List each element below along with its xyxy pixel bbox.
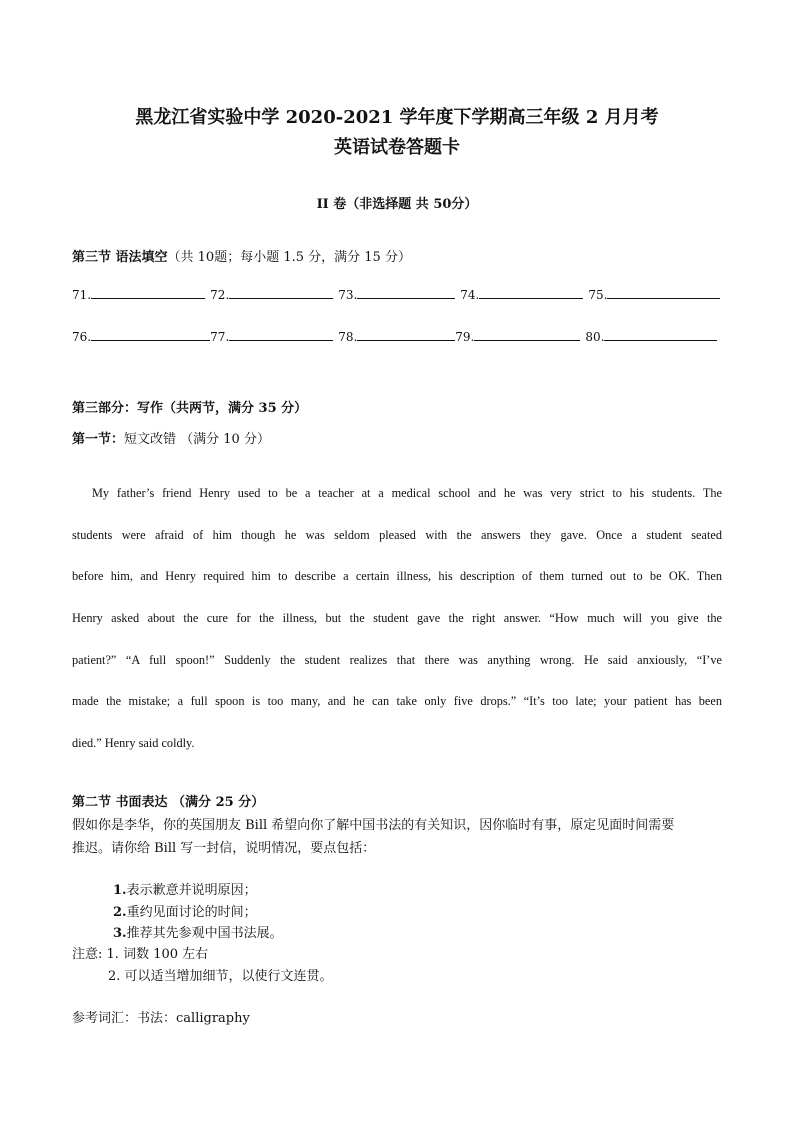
blank-71[interactable] xyxy=(72,288,205,302)
vocab-label: 参考词汇：书法： xyxy=(72,1011,177,1026)
blank-78[interactable] xyxy=(338,330,455,344)
requirement-point-2 xyxy=(113,901,257,920)
requirement-point-3 xyxy=(113,922,283,941)
notes-line-1 xyxy=(72,943,208,962)
note-item-1: 1. 词数 100 左右 xyxy=(106,947,209,962)
blank-74[interactable] xyxy=(460,288,583,302)
point-number: 2. xyxy=(113,905,127,920)
error-correction-passage xyxy=(72,483,722,775)
blank-80[interactable] xyxy=(585,330,717,344)
grammar-heading-title: 第三节 语法填空 xyxy=(72,250,168,265)
page-subtitle: 英语试卷答题卡 xyxy=(334,137,460,158)
blank-number: 75. xyxy=(588,288,608,302)
blank-77[interactable] xyxy=(210,330,333,344)
point-number: 1. xyxy=(113,883,127,898)
blank-75[interactable] xyxy=(588,288,720,302)
prompt-line-2: 推迟。请你给 Bill 写一封信，说明情况，要点包括： xyxy=(72,841,376,856)
blank-number: 78. xyxy=(338,330,358,344)
blank-73[interactable] xyxy=(338,288,455,302)
requirement-point-1 xyxy=(113,879,257,898)
writing-part-heading: 第三部分：写作（共两节，满分 35 分） xyxy=(72,401,308,416)
passage-line: made the mistake; a full spoon is too many, and he can take only five drops.” “It’s too late; your patient has been xyxy=(72,694,722,709)
blank-79[interactable] xyxy=(455,330,580,344)
notes-label: 注意: xyxy=(72,947,103,962)
blank-76[interactable] xyxy=(72,330,210,344)
error-correction-title: 第一节： xyxy=(72,432,125,447)
blank-row-1 xyxy=(72,288,720,302)
page-title: 黑龙江省实验中学 2020-2021 学年度下学期高三年级 2 月月考 xyxy=(135,107,659,128)
blank-number: 80. xyxy=(585,330,605,344)
point-number: 3. xyxy=(113,926,127,941)
error-correction-heading xyxy=(72,428,270,447)
error-correction-note: 短文改错 （满分 10 分） xyxy=(124,432,270,447)
passage-line: died.” Henry said coldly. xyxy=(72,736,195,751)
blank-number: 73. xyxy=(338,288,358,302)
passage-line: My father’s friend Henry used to be a teacher at a medical school and he was very strict to his students. The xyxy=(92,486,722,500)
blank-number: 74. xyxy=(460,288,480,302)
point-text: 重约见面讨论的时间； xyxy=(126,905,257,920)
point-text: 推荐其先参观中国书法展。 xyxy=(126,926,283,941)
written-expression-heading: 第二节 书面表达 （满分 25 分） xyxy=(72,795,265,810)
blank-number: 77. xyxy=(210,330,230,344)
blank-number: 76. xyxy=(72,330,92,344)
blank-number: 72. xyxy=(210,288,230,302)
note-item-2: 2. 可以适当增加细节，以使行文连贯。 xyxy=(108,969,333,984)
vocab-word: calligraphy xyxy=(176,1011,250,1026)
grammar-section-heading xyxy=(72,246,411,265)
point-text: 表示歉意并说明原因； xyxy=(126,883,257,898)
volume-label: II 卷（非选择题 共 50分） xyxy=(316,197,478,212)
blank-row-2 xyxy=(72,330,717,344)
grammar-heading-note: （共 10题；每小题 1.5 分，满分 15 分） xyxy=(167,250,411,265)
passage-line: patient?” “A full spoon!” Suddenly the student realizes that there was anything wrong. He said anxiously, “I’ve xyxy=(72,652,722,667)
reference-vocabulary xyxy=(72,1007,250,1026)
blank-number: 71. xyxy=(72,288,92,302)
blank-72[interactable] xyxy=(210,288,333,302)
passage-line: Henry asked about the cure for the illness, but the student gave the right answer. “How much will you give the xyxy=(72,611,722,626)
passage-line: before him, and Henry required him to describe a certain illness, his description of them turned out to be OK. Then xyxy=(72,569,722,584)
blank-number: 79. xyxy=(455,330,475,344)
prompt-line-1: 假如你是李华，你的英国朋友 Bill 希望向你了解中国书法的有关知识，因你临时有事，原定见面时间需要 xyxy=(72,818,675,833)
passage-line: students were afraid of him though he was seldom pleased with the answers they gave. Once a student seated xyxy=(72,527,722,542)
